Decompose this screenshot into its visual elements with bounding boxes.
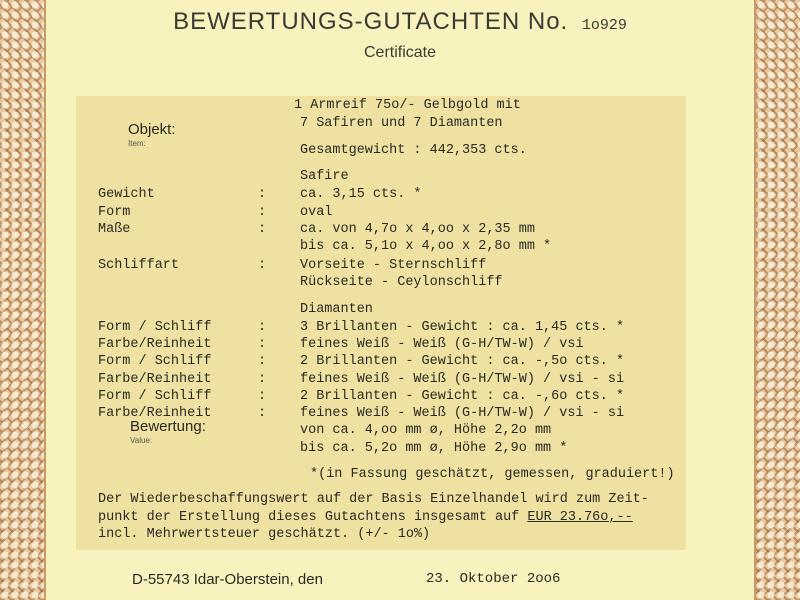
valuation-sublabel: Value: [130, 436, 153, 445]
valuation-line-1: Der Wiederbeschaffungswert auf der Basis Einzelhandel wird zum Zeit- [98, 492, 649, 507]
safire-row-sep: : [258, 258, 267, 273]
diamond-row-label: Farbe/Reinheit [98, 337, 212, 352]
object-label: Objekt: [128, 121, 176, 138]
certificate-title [46, 8, 754, 36]
valuation-amount: EUR 23.76o,-- [527, 510, 633, 525]
valuation-label: Bewertung: [130, 418, 206, 435]
diamond-row-sep: : [258, 406, 267, 421]
diamond-row-sep: : [258, 337, 267, 352]
certificate-page [46, 0, 754, 600]
safire-row-value: ca. 3,15 cts. * [300, 187, 422, 202]
title-text: BEWERTUNGS-GUTACHTEN No. [173, 8, 569, 35]
safire-row-value: bis ca. 5,1o x 4,oo x 2,8o mm * [300, 239, 552, 254]
valuation-line-2-text: punkt der Erstellung dieses Gutachtens insgesamt auf [98, 510, 528, 525]
diamond-row-value: 3 Brillanten - Gewicht : ca. 1,45 cts. * [300, 320, 625, 335]
diamond-row-label: Form / Schliff [98, 389, 212, 404]
diamond-row-value: 2 Brillanten - Gewicht : ca. -,5o cts. * [300, 354, 625, 369]
diamond-row-sep: : [258, 372, 267, 387]
diamond-row-sep: : [258, 320, 267, 335]
diamond-row-value: feines Weiß - Weiß (G-H/TW-W) / vsi - si [300, 406, 625, 421]
safire-row-sep: : [258, 222, 267, 237]
diamond-row-value: bis ca. 5,2o mm ø, Höhe 2,9o mm * [300, 441, 568, 456]
safire-heading: Safire [300, 169, 349, 184]
safire-row-label: Form [98, 205, 131, 220]
diamond-row-value: 2 Brillanten - Gewicht : ca. -,6o cts. * [300, 389, 625, 404]
diamond-row-value: feines Weiß - Weiß (G-H/TW-W) / vsi [300, 337, 584, 352]
safire-row-value: oval [300, 205, 333, 220]
safire-row-value: Vorseite - Sternschliff [300, 258, 487, 273]
diamond-row-value: von ca. 4,oo mm ø, Höhe 2,2o mm [300, 423, 552, 438]
safire-row-label: Maße [98, 222, 131, 237]
safire-row-value: ca. von 4,7o x 4,oo x 2,35 mm [300, 222, 535, 237]
valuation-line-2 [98, 510, 633, 525]
safire-row-value: Rückseite - Ceylonschliff [300, 275, 503, 290]
measurement-footnote: *(in Fassung geschätzt, gemessen, graduiert!) [310, 467, 675, 482]
safire-row-label: Schliffart [98, 258, 180, 273]
safire-row-sep: : [258, 205, 267, 220]
diamond-row-value: feines Weiß - Weiß (G-H/TW-W) / vsi - si [300, 372, 625, 387]
object-line-1: 1 Armreif 75o/- Gelbgold mit [294, 98, 521, 113]
object-line-3: Gesamtgewicht : 442,353 cts. [300, 143, 527, 158]
decorative-border-left [0, 0, 46, 600]
decorative-border-right [754, 0, 800, 600]
diamond-row-label: Form / Schliff [98, 354, 212, 369]
diamanten-heading: Diamanten [300, 302, 373, 317]
diamond-row-label: Farbe/Reinheit [98, 406, 212, 421]
footer-date: 23. Oktober 2oo6 [426, 571, 561, 587]
certificate-number: 1o929 [581, 17, 627, 34]
diamond-row-label: Farbe/Reinheit [98, 372, 212, 387]
diamond-row-sep: : [258, 354, 267, 369]
valuation-line-3: incl. Mehrwertsteuer geschätzt. (+/- 1o%) [98, 527, 431, 542]
object-sublabel: Item: [128, 139, 146, 148]
certificate-subtitle: Certificate [363, 44, 437, 61]
diamond-row-sep: : [258, 389, 267, 404]
safire-row-sep: : [258, 187, 267, 202]
safire-row-label: Gewicht [98, 187, 155, 202]
footer-place: D-55743 Idar-Oberstein, den [132, 571, 323, 588]
object-line-2: 7 Safiren und 7 Diamanten [300, 116, 503, 131]
diamond-row-label: Form / Schliff [98, 320, 212, 335]
